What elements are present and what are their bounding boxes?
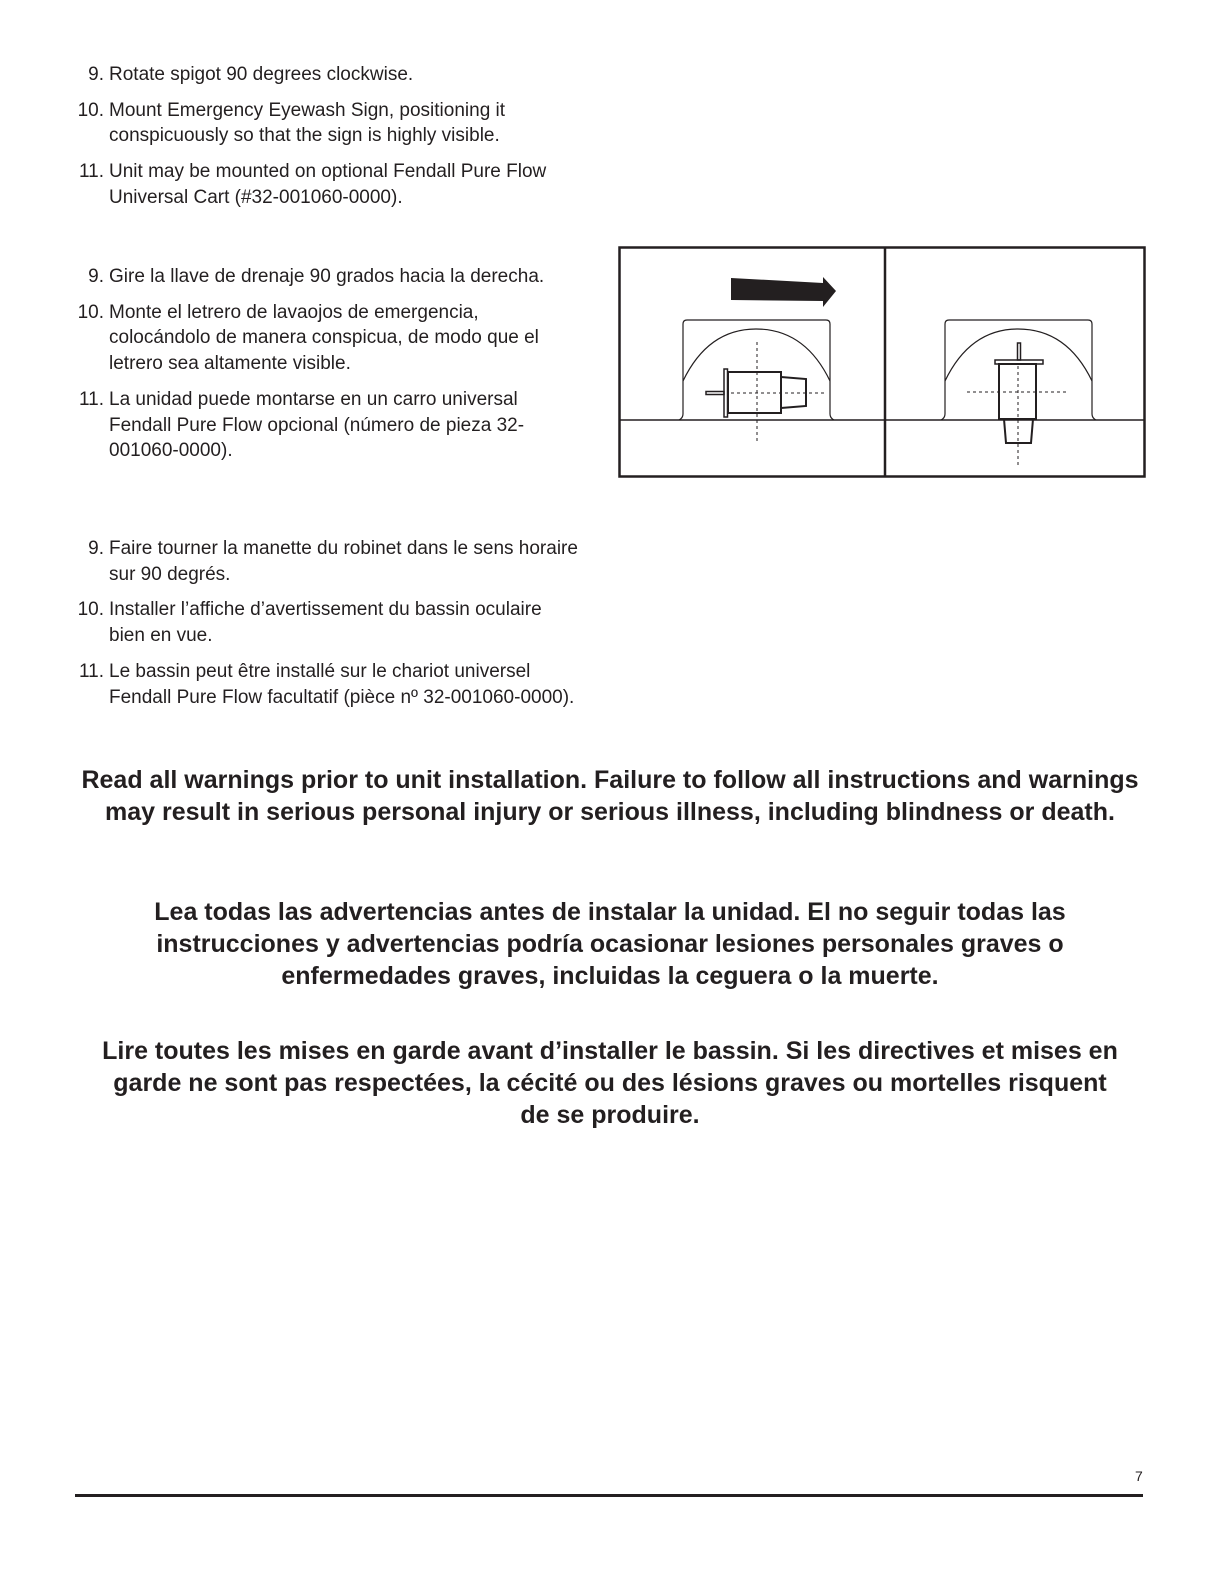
item-number: 11.: [78, 161, 104, 183]
list-item: [60, 536, 580, 587]
item-number: 11.: [78, 660, 104, 682]
arrow-right-icon: [731, 277, 836, 307]
instructions-spanish: [60, 264, 560, 474]
list-item: [60, 659, 580, 710]
item-text: Mount Emergency Eyewash Sign, positioning it conspicuously so that the sign is highly visible.: [109, 99, 506, 147]
list-item: [60, 62, 590, 88]
item-number: 10.: [77, 599, 104, 621]
item-number: 11.: [78, 388, 104, 410]
spigot-after-icon: [941, 320, 1096, 468]
item-text: Unit may be mounted on optional Fendall Pure Flow Universal Cart (#32-001060-0000).: [109, 161, 547, 208]
page-number: 7: [1135, 1468, 1143, 1484]
list-item: [60, 387, 560, 464]
item-text: Monte el letrero de lavaojos de emergencia, colocándolo de manera conspicua, de modo que el letrero sea altamente visible.: [109, 301, 539, 375]
item-text: Faire tourner la manette du robinet dans le sens horaire sur 90 degrés.: [109, 538, 578, 585]
item-number: 10.: [77, 99, 104, 121]
warning-spanish: Lea todas las advertencias antes de instalar la unidad. El no seguir todas las instrucciones y advertencias podría ocasionar lesiones personales graves o enfermedades graves, incluidas la ceguera o la muerte.: [154, 898, 1066, 990]
diagram-frame: [620, 248, 1145, 477]
footer-rule: [75, 1494, 1143, 1497]
warning-french: Lire toutes les mises en garde avant d’installer le bassin. Si les directives et mises en garde ne sont pas respectées, la cécité ou des lésions graves ou mortelles risquent de se produire.: [102, 1037, 1118, 1129]
spigot-before-icon: [679, 320, 834, 444]
item-number: 9.: [88, 538, 104, 559]
item-text: La unidad puede montarse en un carro universal Fendall Pure Flow opcional (número de pieza 32-001060-0000).: [109, 388, 525, 462]
instructions-english: [60, 62, 590, 221]
warning-english: Read all warnings prior to unit installation. Failure to follow all instructions and warnings may result in serious personal injury or serious illness, including blindness or death.: [81, 766, 1139, 826]
item-number: 10.: [77, 301, 104, 323]
list-item: [60, 300, 560, 377]
list-item: [60, 98, 590, 149]
item-text: Le bassin peut être installé sur le chariot universel Fendall Pure Flow facultatif (pièce nº 32-001060-0000).: [109, 660, 575, 708]
instructions-french: [60, 536, 580, 720]
item-text: Rotate spigot 90 degrees clockwise.: [109, 64, 414, 85]
item-text: Installer l’affiche d’avertissement du bassin oculaire bien en vue.: [109, 599, 542, 647]
list-item: [60, 159, 590, 210]
list-item: [60, 264, 560, 290]
item-number: 9.: [88, 266, 104, 287]
item-text: Gire la llave de drenaje 90 grados hacia la derecha.: [109, 266, 545, 287]
list-item: [60, 597, 580, 648]
item-number: 9.: [88, 64, 104, 85]
spigot-rotation-diagram: [618, 246, 1146, 478]
